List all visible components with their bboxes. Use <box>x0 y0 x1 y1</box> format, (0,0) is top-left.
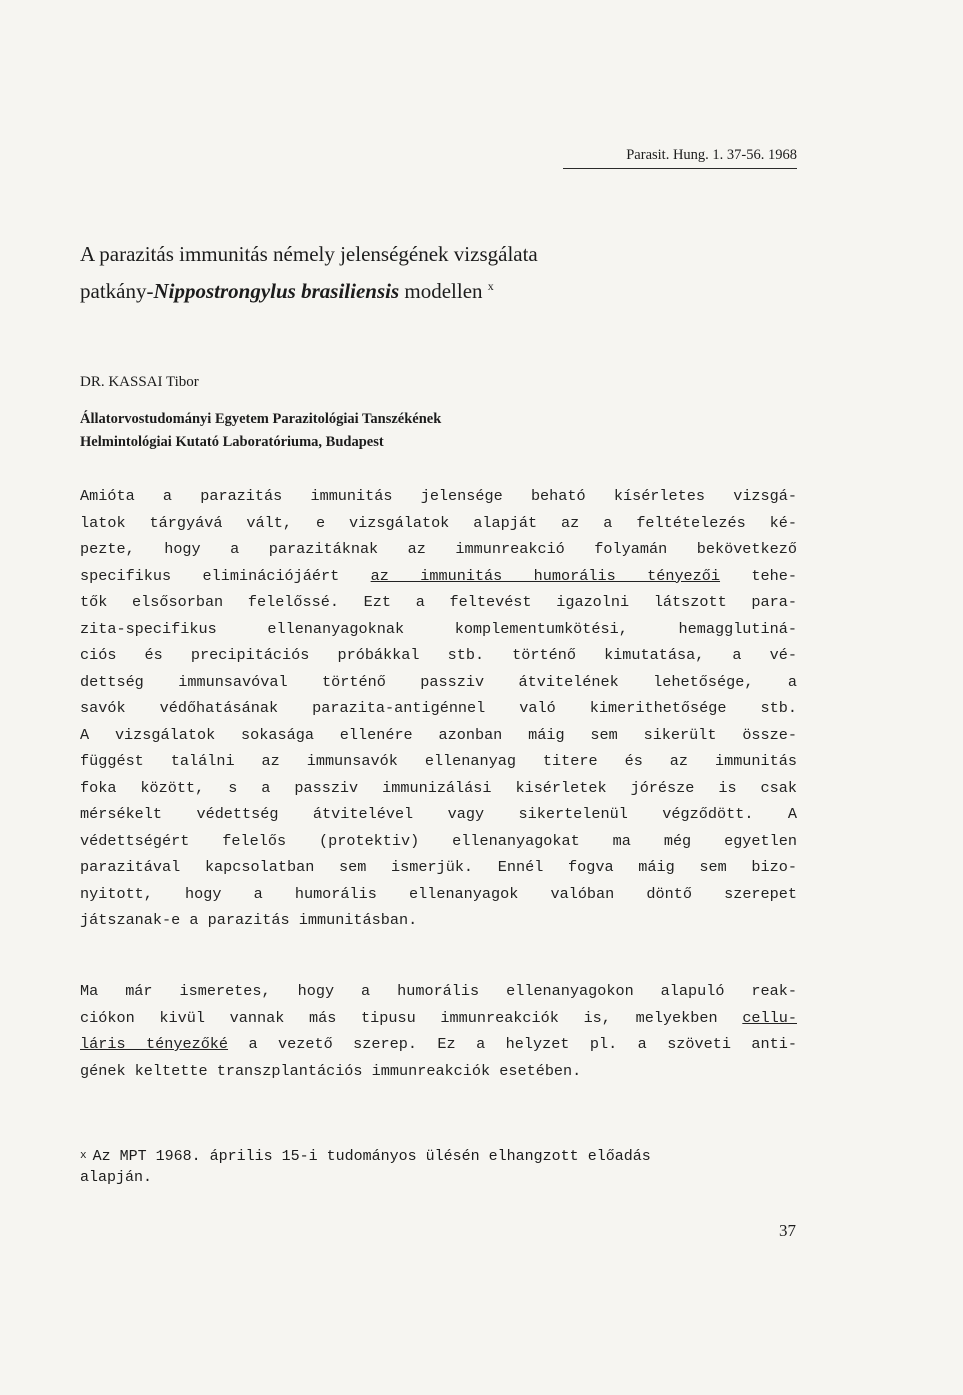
footnote-line-2: alapján. <box>80 1169 153 1186</box>
text-line: védettségért felelős (protektiv) ellenanyagokat ma még egyetlen <box>80 831 797 850</box>
text-line: függést találni az immunsavók ellenanyag titere és az immunitás <box>80 752 797 770</box>
text-span: tehe- <box>720 566 797 585</box>
underlined-phrase: láris tényezőké <box>80 1035 229 1053</box>
text-line: Ma már ismeretes, hogy a humorális ellenanyagokon alapuló reak- <box>80 982 797 1000</box>
affiliation-line-2: Helmintológiai Kutató Laboratóriuma, Budapest <box>80 434 384 450</box>
text-line <box>80 1005 797 1032</box>
paragraph-2 <box>80 978 797 1084</box>
text-span: a vezető szerep. Ez a helyzet pl. a szöveti anti- <box>228 1035 797 1053</box>
text-line: pezte, hogy a parazitáknak az immunreakció folyamán bekövetkező <box>80 540 797 558</box>
text-line: zita-specifikus ellenanyagoknak komplementumkötési, hemagglutiná- <box>80 619 797 638</box>
text-line: nyitott, hogy a humorális ellenanyagok valóban döntő szerepet <box>80 884 797 903</box>
article-title <box>80 238 800 307</box>
text-line: parazitával kapcsolatban sem ismerjük. Ennél fogva máig sem bizo- <box>80 858 797 876</box>
text-line: mérsékelt védettség átvitelével vagy sikertelenül végződött. A <box>80 805 797 823</box>
underlined-phrase: az immunitás humorális tényezői <box>370 566 721 585</box>
footnote-text: Az MPT 1968. április 15-i tudományos ülésén elhangzott előadás <box>92 1148 651 1165</box>
footnote-marker: x <box>80 1150 87 1162</box>
footnote-line-1 <box>80 1146 797 1167</box>
journal-reference: Parasit. Hung. 1. 37-56. 1968 <box>563 146 797 169</box>
species-name: Nippostrongylus brasiliensis <box>153 279 400 303</box>
text-line: foka között, s a passziv immunizálási kisérletek jórésze is csak <box>80 778 797 797</box>
text-line <box>80 1031 797 1058</box>
author-name: DR. KASSAI Tibor <box>80 374 199 390</box>
title-suffix: modellen <box>399 279 483 303</box>
text-line: A vizsgálatok sokasága ellenére azonban máig sem sikerült össze- <box>80 725 797 744</box>
text-line <box>80 563 797 590</box>
text-line: Amióta a parazitás immunitás jelensége beható kísérletes vizsgá- <box>80 487 797 505</box>
affiliation-line-1: Állatorvostudományi Egyetem Parazitológiai Tanszékének <box>80 411 442 427</box>
affiliation <box>80 408 780 454</box>
page-number: 37 <box>779 1221 796 1240</box>
text-line: játszanak-e a parazitás immunitásban. <box>80 911 418 929</box>
text-line: tők elsősorban felelőssé. Ezt a feltevést igazolni látszott para- <box>80 593 797 611</box>
text-span: specifikus eliminációjáért <box>80 566 371 585</box>
paragraph-1 <box>80 483 797 934</box>
title-footnote-marker: x <box>487 279 494 293</box>
title-line-1: A parazitás immunitás némely jelenségének vizsgálata <box>80 242 538 266</box>
text-line: latok tárgyává vált, e vizsgálatok alapját az a feltételezés ké- <box>80 513 797 532</box>
text-line: dettség immunsavóval történő passziv átvitelének lehetősége, a <box>80 672 797 691</box>
title-line-2 <box>80 270 800 307</box>
text-line: gének keltette transzplantációs immunreakciók esetében. <box>80 1061 582 1080</box>
underlined-phrase: cellu- <box>742 1008 797 1027</box>
footnote <box>80 1146 797 1188</box>
title-prefix: patkány- <box>80 279 154 303</box>
text-line: savók védőhatásának parazita-antigénnel való kimerithetősége stb. <box>80 699 797 717</box>
text-span: ciókon kivül vannak más tipusu immunreakciók is, melyekben <box>80 1008 743 1027</box>
text-line: ciós és precipitációs próbákkal stb. történő kimutatása, a vé- <box>80 646 797 664</box>
